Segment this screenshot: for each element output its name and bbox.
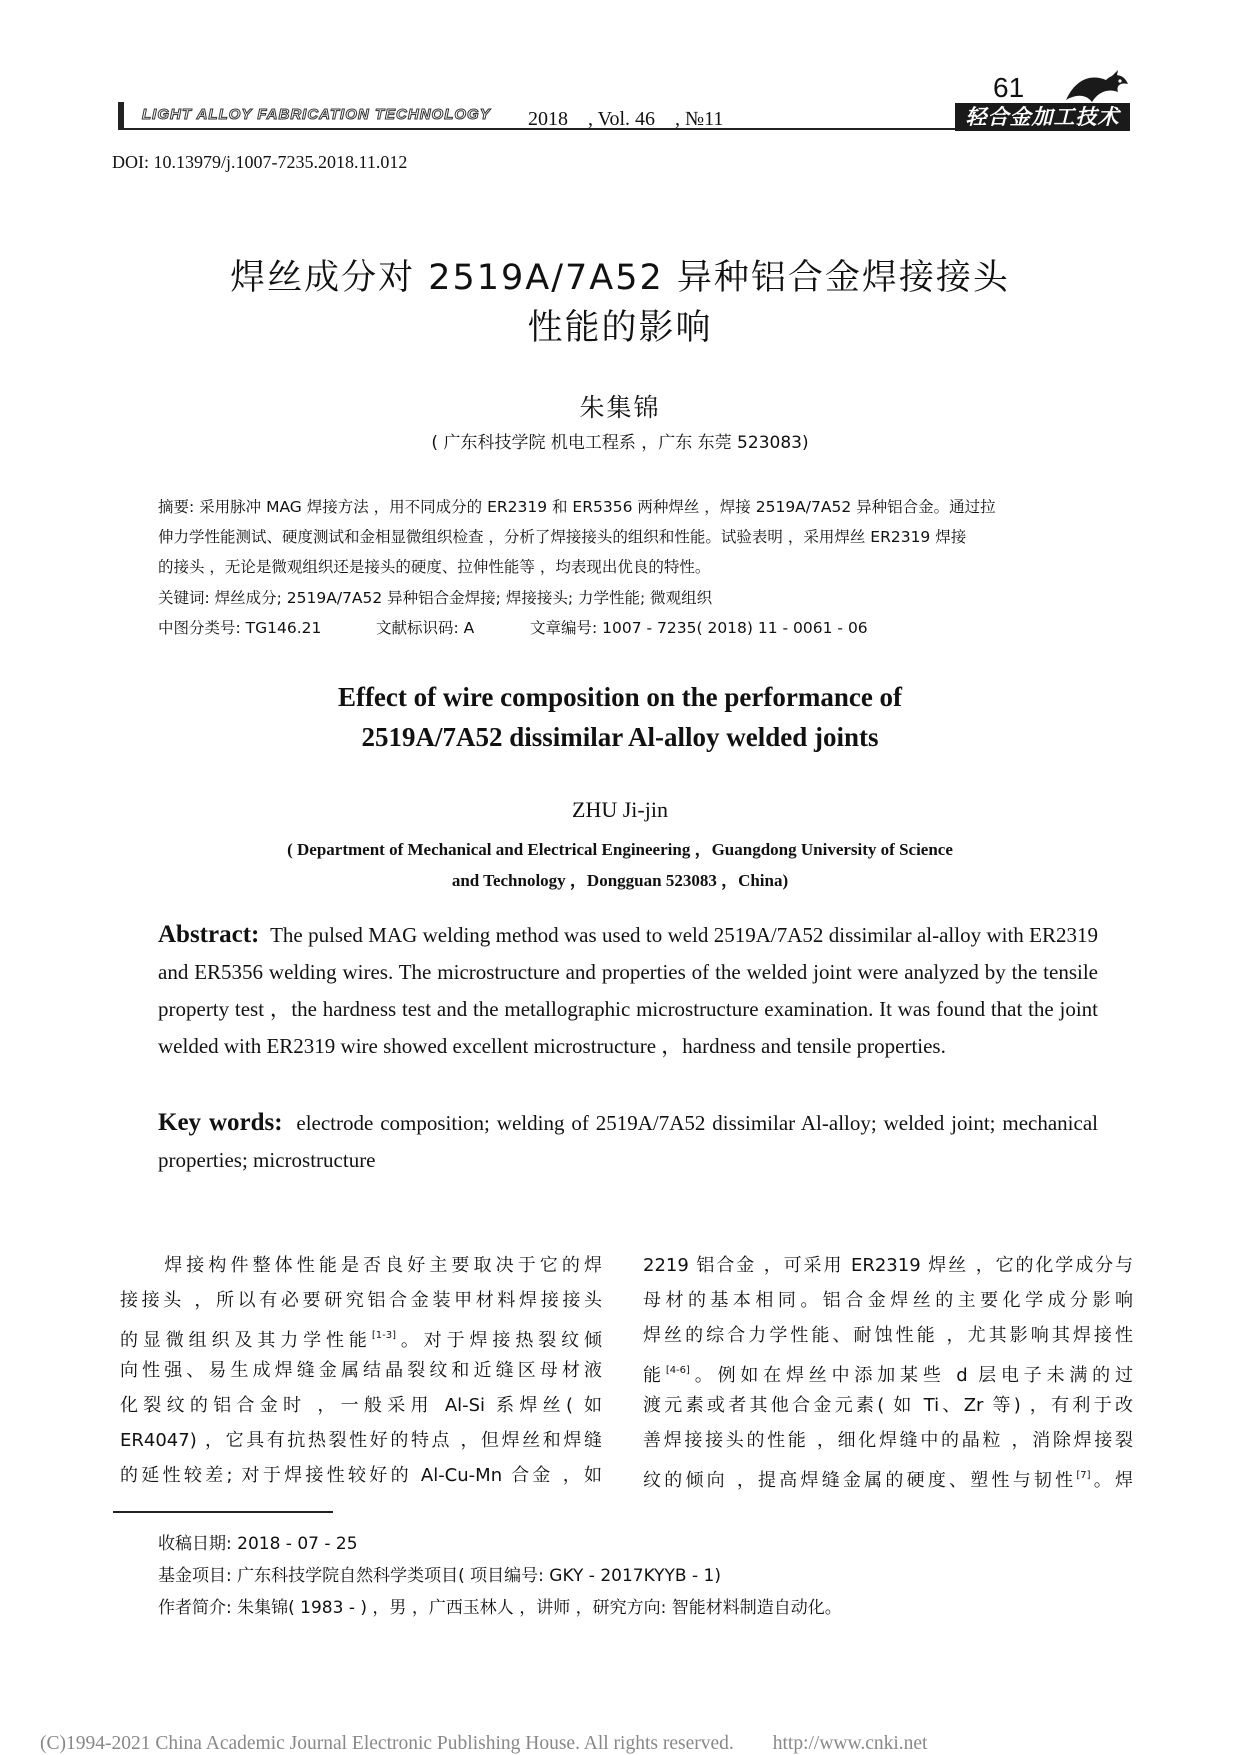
- issue-info: 2018 , Vol. 46 , №11: [528, 108, 724, 130]
- body-line: 的延性较差; 对于焊接性较好的 Al-Cu-Mn 合金 ，如: [120, 1465, 602, 1486]
- body-line: 能[4-6]。例如在焊丝中添加某些 d 层电子未满的过: [643, 1365, 1133, 1386]
- affiliation-en-line-2: and Technology ，Dongguan 523083 ，China): [451, 871, 789, 890]
- abstract-cn: [158, 495, 1113, 655]
- body-line: 焊丝的综合力学性能、耐蚀性能 ，尤其影响其焊接性: [643, 1325, 1133, 1346]
- body-line: 接接头 ，所以有必要研究铝合金装甲材料焊接接头: [120, 1290, 602, 1311]
- received-date: 收稿日期: 2018 - 07 - 25: [158, 1534, 358, 1554]
- body-line: 母材的基本相同。铝合金焊丝的主要化学成分影响: [643, 1290, 1133, 1311]
- body-line: 化裂纹的铝合金时 ，一般采用 Al-Si 系焊丝( 如: [120, 1395, 602, 1416]
- clc-number: 中图分类号: TG146.21: [158, 619, 322, 637]
- journal-name-cn: 轻合金加工技术: [965, 105, 1120, 129]
- copyright-notice: (C)1994-2021 China Academic Journal Electronic Publishing House. All rights reserved. http://www.cnki.net: [40, 1733, 928, 1754]
- abstract-en: [158, 916, 1098, 1065]
- body-line: 向性强、易生成焊缝金属结晶裂纹和近缝区母材液: [120, 1360, 602, 1381]
- title-en-line-1: Effect of wire composition on the performance of: [337, 682, 903, 712]
- body-line: 的显微组织及其力学性能[1-3]。对于焊接热裂纹倾: [120, 1330, 602, 1351]
- abstract-en-text: The pulsed MAG welding method was used to weld 2519A/7A52 dissimilar al-alloy with ER2319 and ER5356 welding wires. The microstructure and properties of the welded joint were analyzed by the tensile property test ，the hardness test and the metallographic microstructure examination. It was found that the joint welded with ER2319 wire showed excellent microstructure ，hardness and tensile properties.: [158, 923, 1098, 1058]
- body-line: 善焊接接头的性能 ，细化焊缝中的晶粒 ，消除焊接裂: [643, 1430, 1133, 1451]
- citation-ref: [4-6]: [665, 1365, 690, 1376]
- keywords-en-text: electrode composition; welding of 2519A/7A52 dissimilar Al-alloy; welded joint; mechanical properties; microstructure: [158, 1111, 1098, 1172]
- dragon-logo-icon: [1062, 68, 1132, 108]
- title-cn-line-1: 焊丝成分对 2519A/7A52 异种铝合金焊接接头: [230, 258, 1010, 298]
- title-en-line-2: 2519A/7A52 dissimilar Al-alloy welded joints: [361, 722, 879, 752]
- document-code: 文献标识码: A: [376, 619, 475, 637]
- body-line: ER4047) ，它具有抗热裂性好的特点 ，但焊丝和焊缝: [120, 1430, 602, 1451]
- title-cn-line-2: 性能的影响: [527, 308, 713, 348]
- citation-ref: [1-3]: [371, 1330, 396, 1341]
- keywords-en: [158, 1104, 1098, 1179]
- abstract-cn-line: 摘要: 采用脉冲 MAG 焊接方法 ，用不同成分的 ER2319 和 ER5356 两种焊丝 ，焊接 2519A/7A52 异种铝合金。通过拉: [158, 498, 996, 516]
- footnote-rule: [113, 1511, 333, 1513]
- body-line: 纹的倾向 ，提高焊缝金属的硬度、塑性与韧性[7]。焊: [643, 1470, 1133, 1491]
- body-line: 2219 铝合金 ，可采用 ER2319 焊丝 ，它的化学成分与: [643, 1255, 1133, 1276]
- body-left-column: [120, 1248, 602, 1493]
- author-cn: 朱集锦: [579, 393, 661, 422]
- abstract-cn-line: 的接头 ，无论是微观组织还是接头的硬度、拉伸性能等 ，均表现出优良的特性。: [158, 558, 711, 576]
- citation-ref: [7]: [1076, 1470, 1091, 1481]
- header-rule-mark: [118, 102, 124, 130]
- keywords-en-label: Key words:: [158, 1109, 283, 1136]
- author-en: ZHU Ji-jin: [572, 797, 668, 822]
- doi: DOI: 10.13979/j.1007-7235.2018.11.012: [112, 152, 408, 172]
- author-bio: 作者简介: 朱集锦( 1983 - ) ，男 ，广西玉林人 ，讲师 ，研究方向: 智能材料制造自动化。: [158, 1598, 842, 1618]
- abstract-cn-line: 伸力学性能测试、硬度测试和金相显微组织检查 ，分析了焊接接头的组织和性能。试验表明 ，采用焊丝 ER2319 焊接: [158, 528, 967, 546]
- body-right-column: [643, 1248, 1133, 1493]
- keywords-cn: 关键词: 焊丝成分; 2519A/7A52 异种铝合金焊接; 焊接接头; 力学性能; 微观组织: [158, 589, 713, 607]
- affiliation-en-line-1: ( Department of Mechanical and Electrical Engineering ，Guangdong University of Science: [287, 840, 953, 859]
- body-line: 渡元素或者其他合金元素( 如 Ti、Zr 等) ，有利于改: [643, 1395, 1133, 1416]
- affiliation-cn: ( 广东科技学院 机电工程系 ，广东 东莞 523083): [431, 433, 809, 453]
- fund-project: 基金项目: 广东科技学院自然科学类项目( 项目编号: GKY - 2017KYYB - 1): [158, 1566, 721, 1586]
- body-line: 焊接构件整体性能是否良好主要取决于它的焊: [120, 1255, 602, 1276]
- journal-name-en: LIGHT ALLOY FABRICATION TECHNOLOGY: [142, 106, 491, 123]
- page-number: 61: [993, 72, 1025, 103]
- abstract-en-label: Abstract:: [158, 921, 260, 948]
- article-number: 文章编号: 1007 - 7235( 2018) 11 - 0061 - 06: [530, 619, 868, 637]
